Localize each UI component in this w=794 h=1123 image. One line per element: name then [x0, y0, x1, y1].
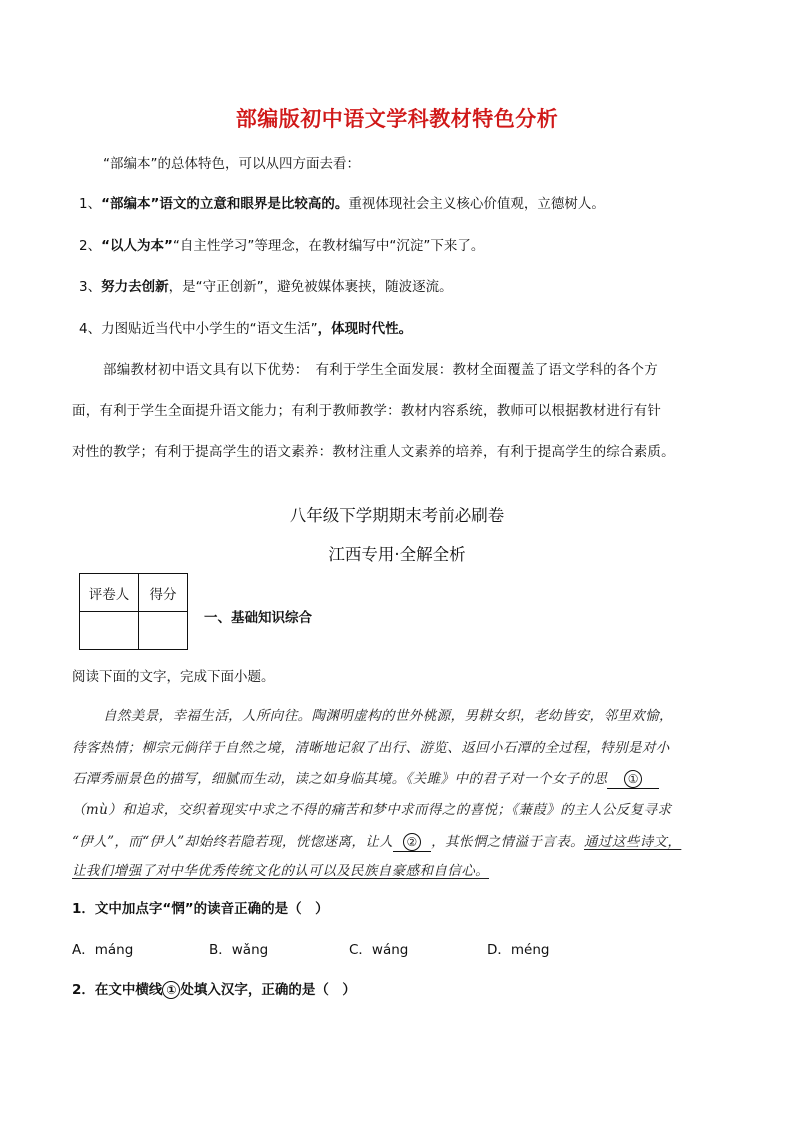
- circled-number-2: ②: [403, 833, 421, 851]
- circled-number-1: ①: [162, 981, 180, 999]
- point-bold: ，体现时代性。: [317, 321, 413, 337]
- instruction-text: 阅读下面的文字，完成下面小题。: [72, 669, 275, 685]
- passage-line-1: 自然美景，幸福生活，人所向往。陶渊明虚构的世外桃源，男耕女织，老幼皆安，邻里欢愉，: [103, 708, 673, 724]
- point-number: 1、: [79, 196, 102, 212]
- page-title: 部编版初中语文学科教材特色分析: [235, 107, 559, 131]
- q1-option-d[interactable]: D．méng: [487, 942, 550, 958]
- point-number: 3、: [79, 279, 102, 295]
- point-number: 2、: [79, 238, 102, 254]
- point-bold: “部编本”语文的立意和眼界是比较高的。: [101, 196, 349, 212]
- circled-number-1: ①: [624, 770, 642, 788]
- q2-stem-post: 处填入汉字，正确的是（ ）: [180, 982, 356, 998]
- passage-text: ，其怅惘之情溢于言表。: [431, 834, 585, 850]
- advantages-line-1: 部编教材初中语文具有以下优势： 有利于学生全面发展：教材全面覆盖了语文学科的各个方: [103, 362, 658, 378]
- question-2-stem: [72, 978, 356, 999]
- point-bold: “以人为本”: [101, 238, 173, 254]
- point-rest: 重视体现社会主义核心价值观，立德树人。: [348, 196, 605, 212]
- point-rest: ，是“守正创新”，避免被媒体裹挟，随波逐流。: [168, 279, 453, 295]
- point-2: [79, 234, 484, 254]
- underlined-sentence: 通过这些诗文，: [584, 834, 682, 850]
- question-1-stem: 1．文中加点字“惘”的读音正确的是（ ）: [72, 901, 329, 917]
- point-rest: “自主性学习”等理念，在教材编写中“沉淀”下来了。: [172, 238, 485, 254]
- passage-line-5: [72, 830, 681, 852]
- passage-line-6: 让我们增强了对中华优秀传统文化的认可以及民族自豪感和自信心。: [72, 863, 489, 879]
- blank-2[interactable]: [393, 833, 431, 852]
- exam-subtitle: 江西专用·全解全析: [328, 545, 466, 564]
- score-table: [79, 573, 188, 650]
- q1-option-b[interactable]: B．wǎng: [209, 942, 269, 958]
- score-cell[interactable]: [139, 612, 188, 650]
- section-title: 一、基础知识综合: [204, 610, 312, 626]
- grader-cell[interactable]: [80, 612, 139, 650]
- passage-line-2: 待客热情；柳宗元倘徉于自然之境，清晰地记叙了出行、游览、返回小石潭的全过程，特别是对小: [72, 740, 670, 756]
- point-4: [79, 317, 412, 337]
- point-bold: 努力去创新: [101, 279, 169, 295]
- passage-text: 石潭秀丽景色的描写，细腻而生动，读之如身临其境。《关雎》中的君子对一个女子的思: [72, 771, 608, 787]
- intro-text: “部编本”的总体特色，可以从四方面去看：: [103, 156, 360, 172]
- point-1: [79, 192, 605, 212]
- blank-1[interactable]: [607, 770, 659, 789]
- q2-stem-pre: 2．在文中横线: [72, 982, 163, 998]
- grader-header: 评卷人: [80, 574, 139, 612]
- point-pre: 力图贴近当代中小学生的“语文生活”: [101, 321, 318, 337]
- advantages-line-2: 面，有利于学生全面提升语文能力；有利于教师教学：教材内容系统，教师可以根据教材进行有针: [72, 403, 662, 419]
- point-number: 4、: [79, 321, 102, 337]
- passage-line-3: [72, 767, 659, 789]
- exam-title: 八年级下学期期末考前必刷卷: [289, 506, 505, 525]
- passage-text: “伊人”，而“伊人”却始终若隐若现，恍惚迷离，让人: [72, 834, 394, 850]
- advantages-line-3: 对性的教学；有利于提高学生的语文素养：教材注重人文素养的培养，有利于提高学生的综合素质。: [72, 444, 675, 460]
- score-header: 得分: [139, 574, 188, 612]
- q1-option-a[interactable]: A．máng: [72, 942, 134, 958]
- q1-option-c[interactable]: C．wáng: [349, 942, 409, 958]
- point-3: [79, 275, 453, 295]
- passage-line-4: （mù）和追求，交织着现实中求之不得的痛苦和梦中求而得之的喜悦；《蒹葭》的主人公反复寻求: [72, 802, 672, 818]
